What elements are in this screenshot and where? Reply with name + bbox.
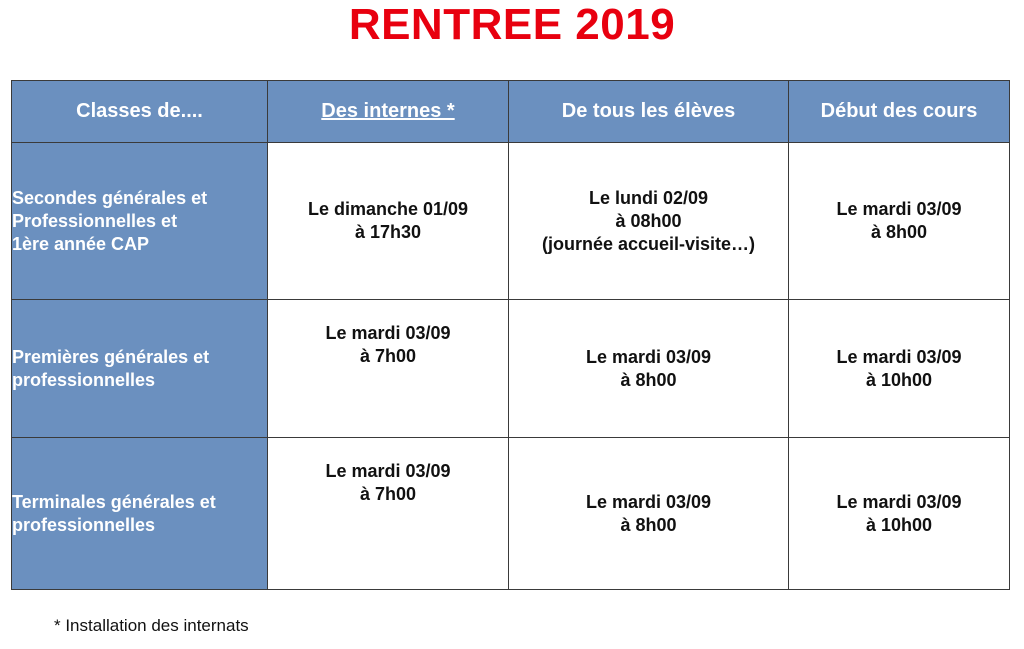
cell-internes <box>268 300 509 438</box>
cell-internes <box>268 143 509 300</box>
header-eleves: De tous les élèves <box>509 81 789 143</box>
footnote: * Installation des internats <box>54 616 249 635</box>
cell-date: Le mardi 03/09 <box>836 199 962 219</box>
cell-time: à 8h00 <box>620 514 677 535</box>
cell-debut <box>789 143 1010 300</box>
page-title: RENTREE 2019 <box>348 0 676 49</box>
row-label-line: Terminales générales et <box>12 491 216 512</box>
row-label-line: professionnelles <box>12 514 156 535</box>
cell-debut <box>789 300 1010 438</box>
table-header-row <box>12 81 1010 143</box>
cell-inner <box>268 438 508 506</box>
cell-date: Le mardi 03/09 <box>836 491 962 512</box>
cell-time: à 08h00 <box>615 210 682 231</box>
cell-time: à 7h00 <box>359 484 417 504</box>
cell-eleves <box>509 300 789 438</box>
row-label-line: Professionnelles et <box>12 210 178 231</box>
cell-date: Le mardi 03/09 <box>325 461 451 481</box>
header-internes <box>268 81 509 143</box>
cell-date: Le mardi 03/09 <box>585 346 712 367</box>
cell-eleves <box>509 143 789 300</box>
table-row <box>12 438 1010 590</box>
cell-eleves <box>509 438 789 590</box>
cell-debut <box>789 438 1010 590</box>
cell-time: à 17h30 <box>354 222 422 242</box>
header-debut: Début des cours <box>789 81 1010 143</box>
cell-time: à 8h00 <box>870 222 928 242</box>
table-row <box>12 300 1010 438</box>
schedule-table <box>11 80 1010 590</box>
row-label-secondes <box>12 143 268 300</box>
cell-time: à 7h00 <box>359 346 417 366</box>
row-label-premieres <box>12 300 268 438</box>
cell-internes <box>268 438 509 590</box>
row-label-line: 1ère année CAP <box>12 233 150 254</box>
cell-date: Le mardi 03/09 <box>585 491 712 512</box>
cell-time: à 10h00 <box>865 514 933 535</box>
cell-date: Le mardi 03/09 <box>325 323 451 343</box>
cell-date: Le dimanche 01/09 <box>307 199 469 219</box>
cell-time: à 8h00 <box>620 369 677 390</box>
row-label-line: professionnelles <box>12 369 156 390</box>
row-label-terminales <box>12 438 268 590</box>
cell-time: à 10h00 <box>865 369 933 390</box>
cell-inner <box>268 300 508 368</box>
cell-note: (journée accueil-visite…) <box>541 233 756 254</box>
row-label-line: Secondes générales et <box>12 187 208 208</box>
table-row <box>12 143 1010 300</box>
header-internes-label: Des internes * <box>321 100 455 122</box>
cell-date: Le lundi 02/09 <box>588 187 709 208</box>
cell-date: Le mardi 03/09 <box>836 346 962 367</box>
header-classes: Classes de.... <box>12 81 268 143</box>
row-label-line: Premières générales et <box>12 346 210 367</box>
